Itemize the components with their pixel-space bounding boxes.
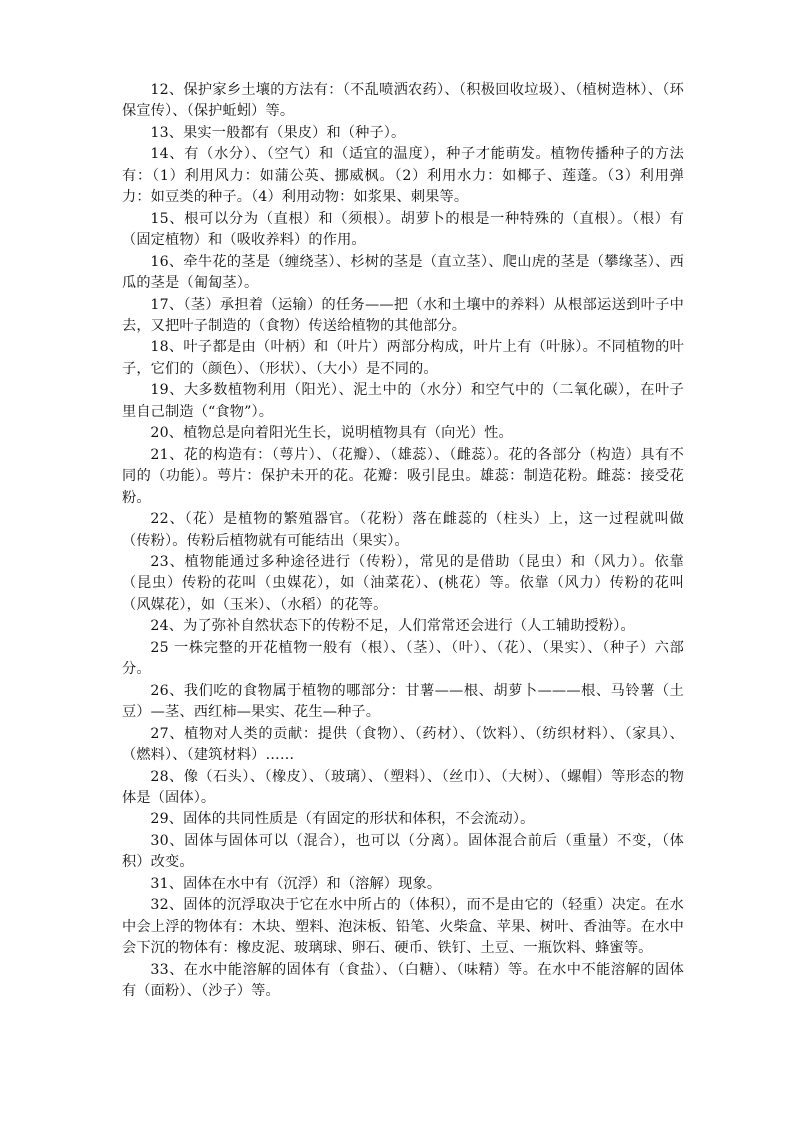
paragraph-item-29: 29、固体的共同性质是（有固定的形状和体积，不会流动）。 [150, 811, 535, 828]
paragraph-item-24: 24、为了弥补自然状态下的传粉不足，人们常常还会进行（人工辅助授粉）。 [150, 618, 635, 635]
paragraph-item-16: 16、牵牛花的茎是（缠绕茎）、杉树的茎是（直立茎）、爬山虎的茎是（攀缘茎）、西瓜的茎是（匍匐茎）。 [122, 253, 684, 292]
paragraph-item-28: 28、像（石头）、（橡皮）、（玻璃）、（塑料）、（丝巾）、（大树）、（螺帽）等形态的物体是（固体）。 [122, 768, 684, 806]
paragraph-item-18: 18、叶子都是由（叶柄）和（叶片）两部分构成，叶片上有（叶脉）。不同植物的叶子，它们的（颜色）、（形状）、（大小）是不同的。 [122, 339, 684, 377]
paragraph-item-14: 14、有（水分）、（空气）和（适宜的温度），种子才能萌发。植物传播种子的方法有：（1）利用风力：如蒲公英、挪威枫。（2）利用水力：如椰子、莲蓬。（3）利用弹力：如豆类的种子。（4）利用动物：如浆果、刺果等。 [122, 146, 684, 206]
document-body [122, 80, 684, 1002]
paragraph-item-19: 19、大多数植物利用（阳光）、泥土中的（水分）和空气中的（二氧化碳），在叶子里自己制造（“食物”）。 [122, 382, 684, 420]
paragraph-item-12: 12、保护家乡土壤的方法有：（不乱喷洒农药）、（积极回收垃圾）、（植树造林）、（环保宣传）、（保护蚯蚓）等。 [122, 82, 684, 120]
paragraph-item-15: 15、根可以分为（直根）和（须根）。胡萝卜的根是一种特殊的（直根）。（根）有（固定植物）和（吸收养料）的作用。 [122, 210, 684, 249]
paragraph-item-25: 25 一株完整的开花植物一般有（根）、（茎）、（叶）、（花）、（果实）、（种子）六部分。 [122, 639, 684, 678]
paragraph-item-22: 22、（花）是植物的繁殖器官。（花粉）落在雌蕊的（柱头）上，这一过程就叫做（传粉）。传粉后植物就有可能结出（果实）。 [122, 511, 684, 549]
paragraph-item-23: 23、植物能通过多种途径进行（传粉），常见的是借助（昆虫）和（风力）。依靠（昆虫）传粉的花叫（虫媒花），如（油菜花）、(桃花）等。依靠（风力）传粉的花叫（风媒花），如（玉米）、（水稻）的花等。 [122, 553, 684, 613]
paragraph-item-26: 26、我们吃的食物属于植物的哪部分：甘薯——根、胡萝卜———根、马铃薯（土豆）—茎、西红柿—果实、花生—种子。 [122, 682, 684, 721]
paragraph-item-31: 31、固体在水中有（沉浮）和（溶解）现象。 [150, 875, 442, 892]
paragraph-item-21: 21、花的构造有：（萼片）、（花瓣）、（雄蕊）、（雌蕊）。花的各部分（构造）具有不同的（功能）。萼片：保护未开的花。花瓣：吸引昆虫。雄蕊：制造花粉。雌蕊：接受花粉。 [122, 446, 684, 506]
paragraph-item-33: 33、在水中能溶解的固体有（食盐）、（白糖）、（味精）等。在水中不能溶解的固体有（面粉）、（沙子）等。 [122, 961, 684, 1000]
paragraph-item-32: 32、固体的沉浮取决于它在水中所占的（体积），而不是由它的（轻重）决定。在水中会上浮的物体有：木块、塑料、泡沫板、铅笔、火柴盒、苹果、树叶、香油等。在水中会下沉的物体有：橡皮泥、玻璃球、卵石、硬币、铁钉、土豆、一瓶饮料、蜂蜜等。 [122, 897, 684, 957]
paragraph-item-13: 13、果实一般都有（果皮）和（种子）。 [150, 124, 406, 141]
paragraph-item-17: 17、（茎）承担着（运输）的任务——把（水和土壤中的养料）从根部运送到叶子中去，又把叶子制造的（食物）传送给植物的其他部分。 [122, 296, 684, 334]
paragraph-item-20: 20、植物总是向着阳光生长，说明植物具有（向光）性。 [150, 425, 513, 442]
paragraph-item-30: 30、固体与固体可以（混合），也可以（分离）。固体混合前后（重量）不变，（体积）改变。 [122, 832, 684, 871]
paragraph-item-27: 27、植物对人类的贡献：提供（食物）、（药材）、（饮料）、（纺织材料）、（家具）、（燃料）、（建筑材料）…… [122, 725, 684, 764]
